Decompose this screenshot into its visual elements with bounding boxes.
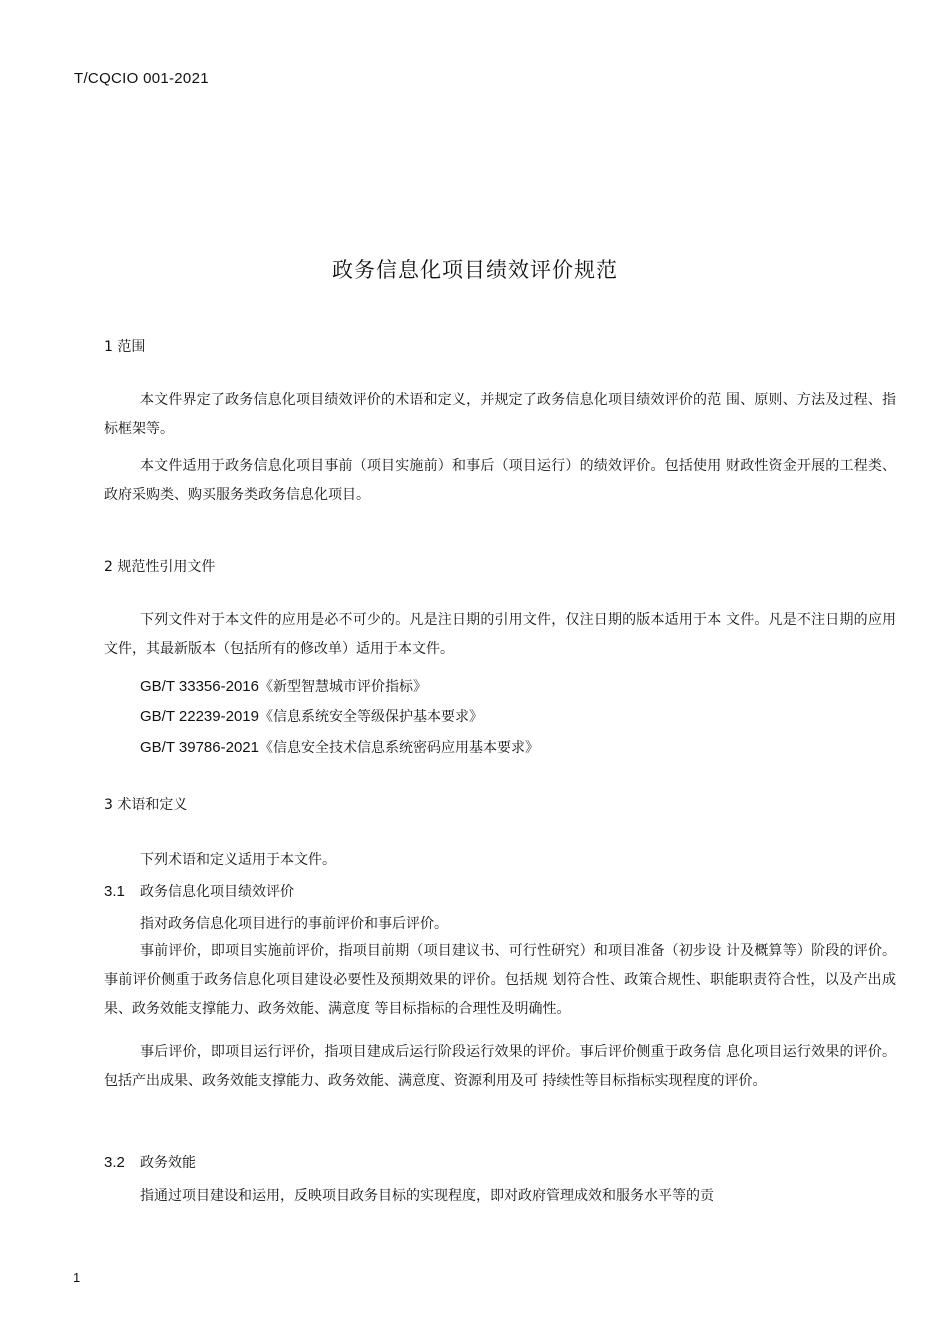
section-2-paragraph-1: 下列文件对于本文件的应用是必不可少的。凡是注日期的引用文件，仅注日期的版本适用于本 文件。凡是不注日期的应用文件，其最新版本（包括所有的修改单）适用于本文件。 bbox=[104, 612, 896, 657]
reference-code: GB/T 22239-2019 bbox=[140, 708, 259, 725]
section-3-heading: 3 术语和定义 bbox=[104, 797, 188, 813]
term-number: 3.2 bbox=[104, 1154, 125, 1171]
term-3-1-paragraph-1: 事前评价，即项目实施前评价，指项目前期（项目建议书、可行性研究）和项目准备（初步设 计及概算等）阶段的评价。事前评价侧重于政务信息化项目建设必要性及预期效果的评价。包括规 划符合性、政策合规性、职能职责符合性，以及产出成果、政务效能支撑能力、政务效能、满意度 等目标指标的合理性及明确性。 bbox=[104, 943, 896, 1017]
term-number: 3.1 bbox=[104, 883, 125, 900]
reference-name: 《新型智慧城市评价指标》 bbox=[258, 679, 427, 695]
term-3-1-definition: 指对政务信息化项目进行的事前评价和事后评价。 bbox=[140, 916, 448, 932]
term-name: 政务效能 bbox=[140, 1155, 196, 1171]
section-1-heading: 1 范围 bbox=[104, 339, 146, 355]
section-3-intro: 下列术语和定义适用于本文件。 bbox=[140, 852, 336, 868]
term-3-1-paragraph-2: 事后评价，即项目运行评价，指项目建成后运行阶段运行效果的评价。事后评价侧重于政务信 息化项目运行效果的评价。包括产出成果、政务效能支撑能力、政务效能、满意度、资源利用及可 持续性等目标指标实现程度的评价。 bbox=[104, 1044, 896, 1089]
reference-name: 《信息系统安全等级保护基本要求》 bbox=[258, 709, 483, 725]
reference-item bbox=[140, 706, 483, 726]
section-1-paragraph-1: 本文件界定了政务信息化项目绩效评价的术语和定义，并规定了政务信息化项目绩效评价的范 围、原则、方法及过程、指标框架等。 bbox=[104, 392, 896, 437]
term-3-2-heading bbox=[104, 1152, 196, 1172]
term-name: 政务信息化项目绩效评价 bbox=[140, 884, 294, 900]
reference-code: GB/T 33356-2016 bbox=[140, 678, 259, 695]
term-3-2-definition: 指通过项目建设和运用，反映项目政务目标的实现程度，即对政府管理成效和服务水平等的贡 bbox=[140, 1188, 714, 1204]
reference-code: GB/T 39786-2021 bbox=[140, 739, 259, 756]
reference-item bbox=[140, 676, 427, 696]
document-title: 政务信息化项目绩效评价规范 bbox=[332, 258, 618, 282]
standard-code: T/CQCIO 001-2021 bbox=[74, 70, 209, 87]
section-2-heading: 2 规范性引用文件 bbox=[104, 559, 216, 575]
page-number: 1 bbox=[73, 1270, 81, 1285]
reference-item bbox=[140, 737, 539, 757]
section-1-paragraph-2: 本文件适用于政务信息化项目事前（项目实施前）和事后（项目运行）的绩效评价。包括使用 财政性资金开展的工程类、政府采购类、购买服务类政务信息化项目。 bbox=[104, 458, 896, 503]
reference-name: 《信息安全技术信息系统密码应用基本要求》 bbox=[258, 740, 539, 756]
term-3-1-heading bbox=[104, 881, 294, 901]
